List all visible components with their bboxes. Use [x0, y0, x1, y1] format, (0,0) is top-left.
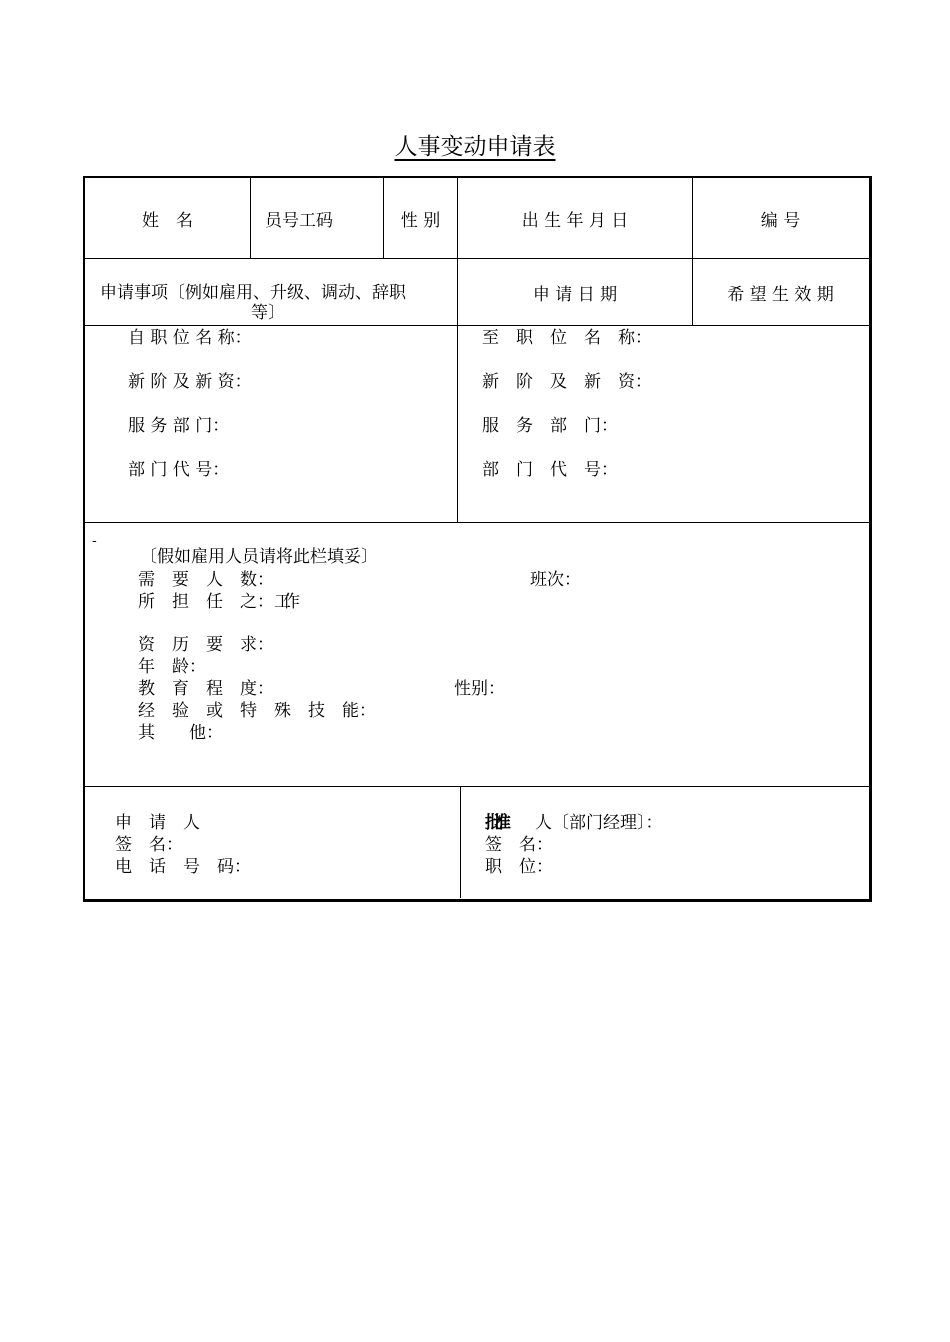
to-department-field: 服 务 部 门：: [482, 416, 618, 436]
apply-date-header: 申 请 日 期: [532, 284, 618, 305]
duties-field: 所 担 任 之：工作: [138, 592, 292, 612]
headcount-field: 需 要 人 数：: [138, 570, 274, 590]
number-header: 编 号: [760, 210, 801, 231]
to-dept-code-field: 部 门 代 号：: [482, 460, 618, 480]
shift-field: 班次：: [530, 570, 581, 590]
row-divider: [84, 786, 869, 787]
other-field: 其 他：: [138, 723, 223, 743]
approver-position-field: 职 位：: [485, 857, 553, 877]
applicant-label: 申 请 人: [115, 813, 200, 833]
from-salary-field: 新 阶 及 新 资：: [128, 372, 252, 392]
col-divider: [460, 786, 461, 898]
page-title: 人事变动申请表: [394, 134, 556, 160]
effective-date-header: 希 望 生 效 期: [727, 284, 834, 305]
employee-no-header: 员号工码: [265, 210, 333, 231]
education-field: 教 育 程 度：: [138, 679, 274, 699]
skills-field: 经 验 或 特 殊 技 能：: [138, 701, 376, 721]
age-field: 年 龄：: [138, 657, 206, 677]
hire-note: 〔假如雇用人员请将此栏填妥〕: [140, 547, 378, 567]
applicant-sign-field: 签 名：: [115, 835, 183, 855]
from-position-field: 自 职 位 名 称：: [128, 328, 252, 348]
row-divider: [84, 325, 869, 326]
approver-sign-field: 签 名：: [485, 835, 553, 855]
experience-field: 资 历 要 求：: [138, 635, 274, 655]
approver-label: 批准 人〔部门经理〕：: [485, 813, 663, 833]
request-item-label-cont: 等〕: [251, 303, 285, 323]
birth-date-header: 出 生 年 月 日: [521, 210, 629, 231]
name-header: 姓 名: [142, 210, 193, 231]
applicant-phone-field: 电 话 号 码：: [115, 857, 251, 877]
from-dept-code-field: 部 门 代 号：: [128, 460, 230, 480]
row-divider: [84, 522, 869, 523]
from-department-field: 服 务 部 门：: [128, 416, 230, 436]
to-salary-field: 新 阶 及 新 资：: [482, 372, 652, 392]
dash-mark: -: [92, 533, 97, 549]
gender-header: 性 别: [400, 210, 441, 231]
hire-gender-field: 性别：: [454, 679, 505, 699]
request-item-label: 申请事项〔例如雇用、升级、调动、辞职: [100, 283, 406, 303]
to-position-field: 至 职 位 名 称：: [482, 328, 652, 348]
